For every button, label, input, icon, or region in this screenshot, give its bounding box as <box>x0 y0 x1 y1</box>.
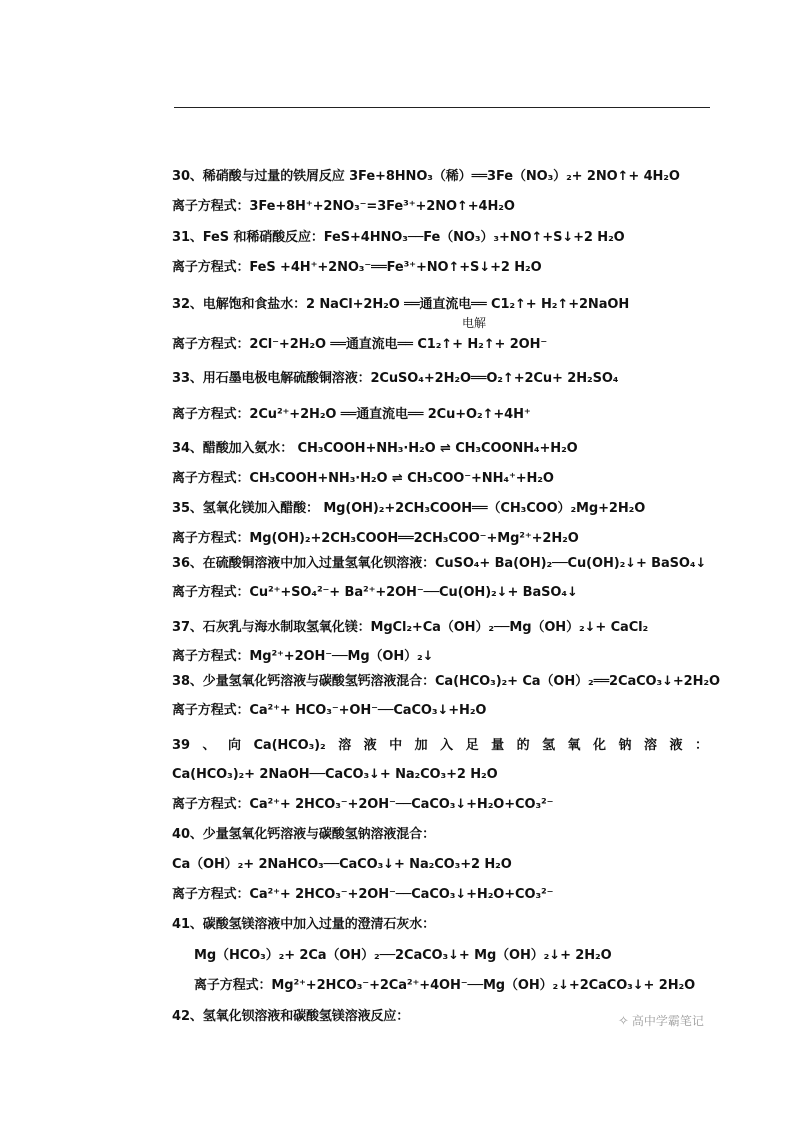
token: 加 <box>414 738 428 753</box>
header-rule <box>174 107 710 108</box>
equation-line: 36、在硫酸铜溶液中加入过量氢氧化钡溶液：CuSO₄+ Ba(OH)₂──Cu(OH)₂↓+ BaSO₄↓ <box>172 556 707 571</box>
ionic-equation-line: 离子方程式：2Cu²⁺+2H₂O ══通直流电══ 2Cu+O₂↑+4H⁺ <box>172 407 531 422</box>
electrolysis-note: 电解 <box>462 316 487 330</box>
equation-39-heading <box>172 737 708 755</box>
ionic-equation-line: 离子方程式：Mg²⁺+2HCO₃⁻+2Ca²⁺+4OH⁻──Mg（OH）₂↓+2CaCO₃↓+ 2H₂O <box>194 978 696 993</box>
token: 氢 <box>542 738 555 753</box>
equation-line: 38、少量氢氧化钙溶液与碳酸氢钙溶液混合：Ca(HCO₃)₂+ Ca（OH）₂══2CaCO₃↓+2H₂O <box>172 674 720 689</box>
equation-line: 32、电解饱和食盐水：2 NaCl+2H₂O ══通直流电══ C1₂↑+ H₂↑+2NaOH <box>172 297 630 312</box>
ionic-equation-line: 离子方程式：FeS +4H⁺+2NO₃⁻══Fe³⁺+NO↑+S↓+2 H₂O <box>172 260 542 275</box>
token: ： <box>694 738 708 753</box>
token: 中 <box>389 738 403 753</box>
token: 溶 <box>644 738 657 753</box>
ionic-equation-line: 离子方程式：Ca²⁺+ 2HCO₃⁻+2OH⁻──CaCO₃↓+H₂O+CO₃²⁻ <box>172 797 554 812</box>
equation-line: 40、少量氢氧化钙溶液与碳酸氢钠溶液混合： <box>172 827 435 842</box>
token: 入 <box>440 738 454 753</box>
ionic-equation-line: 离子方程式：Mg²⁺+2OH⁻──Mg（OH）₂↓ <box>172 649 434 664</box>
equation-line: 34、醋酸加入氨水： CH₃COOH+NH₃·H₂O ⇌ CH₃COONH₄+H₂O <box>172 441 578 456</box>
ionic-equation-line: 离子方程式：Ca²⁺+ 2HCO₃⁻+2OH⁻──CaCO₃↓+H₂O+CO₃²⁻ <box>172 887 554 902</box>
watermark <box>618 1012 704 1029</box>
equation-line: 42、氢氧化钡溶液和碳酸氢镁溶液反应： <box>172 1009 410 1024</box>
equation-line: 35、氢氧化镁加入醋酸： Mg(OH)₂+2CH₃COOH══（CH₃COO）₂Mg+2H₂O <box>172 501 646 516</box>
token: 向 <box>227 738 241 753</box>
token: 液 <box>669 738 683 753</box>
ionic-equation-line: 离子方程式：Ca²⁺+ HCO₃⁻+OH⁻──CaCO₃↓+H₂O <box>172 703 487 718</box>
token: 量 <box>491 738 504 753</box>
equation-line: Ca（OH）₂+ 2NaHCO₃──CaCO₃↓+ Na₂CO₃+2 H₂O <box>172 857 512 872</box>
token: 氧 <box>567 738 581 753</box>
ionic-equation-line: 离子方程式：Cu²⁺+SO₄²⁻+ Ba²⁺+2OH⁻──Cu(OH)₂↓+ BaSO₄↓ <box>172 585 578 600</box>
token: 足 <box>465 738 479 753</box>
wechat-icon: ✧ <box>618 1014 629 1029</box>
ionic-equation-line: 离子方程式：2Cl⁻+2H₂O ══通直流电══ C1₂↑+ H₂↑+ 2OH⁻ <box>172 337 548 352</box>
equation-line: 37、石灰乳与海水制取氢氧化镁：MgCl₂+Ca（OH）₂──Mg（OH）₂↓+ CaCl₂ <box>172 620 649 635</box>
equation-line: 30、稀硝酸与过量的铁屑反应 3Fe+8HNO₃（稀）══3Fe（NO₃）₂+ 2NO↑+ 4H₂O <box>172 169 680 184</box>
token: Ca(HCO₃)₂ <box>253 738 326 753</box>
token: 溶 <box>338 738 352 753</box>
token: 化 <box>593 738 606 753</box>
token: 的 <box>516 738 530 753</box>
ionic-equation-line: 离子方程式：3Fe+8H⁺+2NO₃⁻=3Fe³⁺+2NO↑+4H₂O <box>172 199 515 214</box>
equation-line: 41、碳酸氢镁溶液中加入过量的澄清石灰水： <box>172 917 435 932</box>
token: 钠 <box>618 738 632 753</box>
token: 液 <box>363 738 377 753</box>
watermark-text: 高中学霸笔记 <box>631 1014 704 1028</box>
equation-line: 33、用石墨电极电解硫酸铜溶液：2CuSO₄+2H₂O══O₂↑+2Cu+ 2H₂SO₄ <box>172 371 619 386</box>
ionic-equation-line: 离子方程式：CH₃COOH+NH₃·H₂O ⇌ CH₃COO⁻+NH₄⁺+H₂O <box>172 471 554 486</box>
equation-line: Ca(HCO₃)₂+ 2NaOH──CaCO₃↓+ Na₂CO₃+2 H₂O <box>172 767 498 782</box>
equation-line: 31、FeS 和稀硝酸反应：FeS+4HNO₃──Fe（NO₃）₃+NO↑+S↓+2 H₂O <box>172 230 625 245</box>
ionic-equation-line: 离子方程式：Mg(OH)₂+2CH₃COOH══2CH₃COO⁻+Mg²⁺+2H₂O <box>172 531 579 546</box>
token: 、 <box>202 738 216 753</box>
token: 39 <box>172 738 190 753</box>
equation-line: Mg（HCO₃）₂+ 2Ca（OH）₂──2CaCO₃↓+ Mg（OH）₂↓+ 2H₂O <box>194 948 612 963</box>
